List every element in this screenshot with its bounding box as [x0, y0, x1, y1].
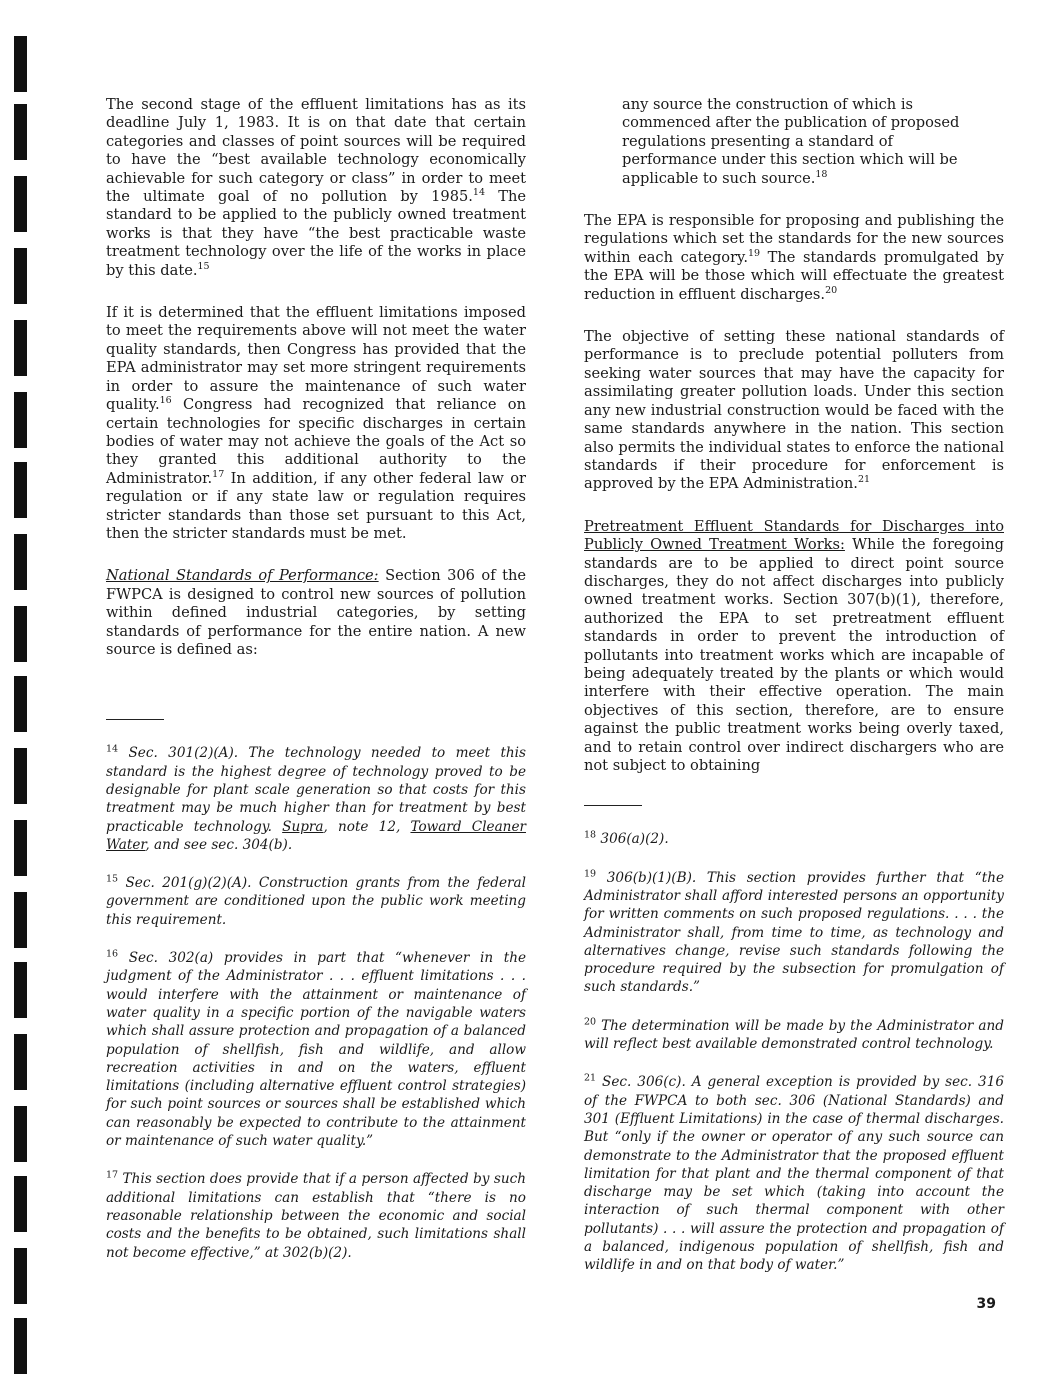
binding-hole: [14, 606, 27, 662]
binding-hole: [14, 676, 27, 732]
new-source-definition-quote: any source the construction of which is commenced after the publication of proposed regulations presenting a standard of performance under this section which will be applicable to such source.$^{18}$: [622, 96, 960, 187]
binding-hole: [14, 462, 27, 518]
footnote-ref: 16: [159, 395, 172, 407]
paragraph-effluent-second-stage: The second stage of the effluent limitations has as its deadline July 1, 1983. It is on that date that certain categories and classes of point sources will be required to have the “best available technology economically achievable for such category or class” in order to meet the ultimate goal of no pollution by 1985.14 The standard to be applied to the publicly owned treatment works is that they have “the best practicable waste treatment technology over the life of the works in place by this date.$^{15}$: [106, 96, 526, 279]
left-column: [106, 96, 526, 1282]
footnote-15: $^{15}$ Sec. 201(g)(2)(A). Construction grants from the federal government are conditioned upon the public work meeting this requirement.: [106, 873, 526, 928]
footnote-divider: [106, 719, 164, 720]
binding-hole: [14, 748, 27, 804]
paragraph-epa-responsible: The EPA is responsible for proposing and publishing the regulations which set the standards for the new sources within each category.$^{19}$ The standards promulgated by the EPA will be those which will effectuate the greatest reduction in effluent discharges.$^{20}$: [584, 212, 1004, 303]
binding-hole: [14, 892, 27, 948]
footnote-ref: 21: [857, 474, 871, 486]
section-heading: Pretreatment Effluent Standards for Discharges into Publicly Owned Treatment Works:: [584, 517, 1004, 554]
binding-hole: [14, 820, 27, 876]
paragraph-stringent-requirements: If it is determined that the effluent limitations imposed to meet the requirements above will not meet the water quality standards, then Congress has provided that the EPA administrator may set more stringent requirements in order to assure the maintenance of such water quality.$^{16}$ Congress had recognized that reliance on certain technologies for specific discharges in certain bodies of water may not achieve the goals of the Act so they granted this additional authority to the Administrator.$^{17}$ In addition, if any other federal law or regulation or if any state law or regulation requires stricter standards than those set pursuant to this Act, then the stricter standards must be met.: [106, 304, 526, 542]
binding-hole: [14, 248, 27, 304]
footnote-14: $^{14}$ Sec. 301(2)(A). The technology needed to meet this standard is the highest degree of technology proved to be designable for plant scale generation so that costs for this treatment may be much higher than for treatment by best practicable technology. Supra, note 12, Toward Cleaner Water, and see sec. 304(b).: [106, 743, 526, 853]
footnote-20: $^{20}$ The determination will be made by the Administrator and will reflect best available demonstrated control technology.: [584, 1016, 1004, 1053]
right-column: [584, 96, 1004, 1295]
footnote-17: $^{17}$ This section does provide that if a person affected by such additional limitations can establish that “there is no reasonable relationship between the economic and social costs and the benefits to be obtained, such limitations shall not become effective,” at 302(b)(2).: [106, 1169, 526, 1261]
binding-hole: [14, 320, 27, 376]
binding-holes: [14, 0, 30, 1380]
binding-hole: [14, 1034, 27, 1090]
footnote-ref: 18: [815, 168, 828, 180]
binding-hole: [14, 1318, 27, 1374]
footnote-divider: [584, 805, 642, 806]
footnote-ref: 19: [748, 247, 761, 259]
binding-hole: [14, 392, 27, 448]
footnote-ref: 17: [212, 468, 225, 480]
footnote-21: $^{21}$ Sec. 306(c). A general exception is provided by sec. 316 of the FWPCA to both sec. 306 (National Standards) and 301 (Effluent Limitations) in the case of thermal discharges. But “only if the owner or operator of any such source can demonstrate to the Administrator that the proposed effluent limitation for that plant and the thermal component of that discharge may be set which (taking into account the interaction of such thermal component with other pollutants) . . . will assure the protection and propagation of a balanced, indigenous population of shellfish, fish and wildlife in and on that body of water.”: [584, 1072, 1004, 1274]
binding-hole: [14, 104, 27, 160]
binding-hole: [14, 36, 27, 92]
footnote-18: $^{18}$ 306(a)(2).: [584, 829, 669, 848]
page-number: 39: [976, 1296, 996, 1312]
binding-hole: [14, 176, 27, 232]
footnote-ref: 15: [197, 260, 210, 272]
paragraph-national-standards: National Standards of Performance: Section 306 of the FWPCA is designed to control new sources of pollution within defined industrial categories, by setting standards of performance for the entire nation. A new source is defined as:: [106, 567, 526, 658]
footnote-ref: 20: [825, 284, 838, 296]
paragraph-objective-national-standards: The objective of setting these national standards of performance is to preclude potential polluters from seeking water sources that may have the capacity for assimilating greater pollution loads. Under this section any new industrial construction would be faced with the same standards anywhere in the nation. This section also permits the individual states to enforce the national standards if their procedure for enforcement is approved by the EPA Administration.$^{21}$: [584, 328, 1004, 493]
binding-hole: [14, 534, 27, 590]
binding-hole: [14, 1106, 27, 1162]
footnote-ref: 14: [472, 187, 485, 199]
paragraph-pretreatment-standards: Pretreatment Effluent Standards for Discharges into Publicly Owned Treatment Works: While the foregoing standards are to be applied to direct point source discharges, they do not affect discharges into publicly owned treatment works. Section 307(b)(1), therefore, authorized the EPA to set pretreatment effluent standards in order to prevent the introduction of pollutants into treatment works which are incapable of being adequately treated by the plants or which would interfere with their effective operation. The main objectives of this section, therefore, are to ensure against the public treatment works being overly taxed, and to retain control over indirect dischargers who are not subject to obtaining: [584, 517, 1004, 774]
binding-hole: [14, 1176, 27, 1232]
section-heading: National Standards of Performance:: [106, 567, 379, 585]
binding-hole: [14, 962, 27, 1018]
binding-hole: [14, 1248, 27, 1304]
footnote-16: $^{16}$ Sec. 302(a) provides in part that “whenever in the judgment of the Administrator . . . effluent limitations . . . would interfere with the attainment or maintenance of water quality in a specific portion of the navigable waters which shall assure protection and propagation of a balanced population of shellfish, fish and wildlife, and allow recreation activities in and on the waters, effluent limitations (including alternative effluent control strategies) for such point sources or sources shall be established which can reasonably be expected to contribute to the attainment or maintenance of such water quality.”: [106, 948, 526, 1150]
footnote-19: $^{19}$ 306(b)(1)(B). This section provides further that “the Administrator shall afford interested persons an opportunity for written comments on such proposed regulations. . . . the Administrator shall, from time to time, as technology and alternatives change, revise such standards following the procedure required by the subsection for promulgation of such standards.”: [584, 868, 1004, 996]
